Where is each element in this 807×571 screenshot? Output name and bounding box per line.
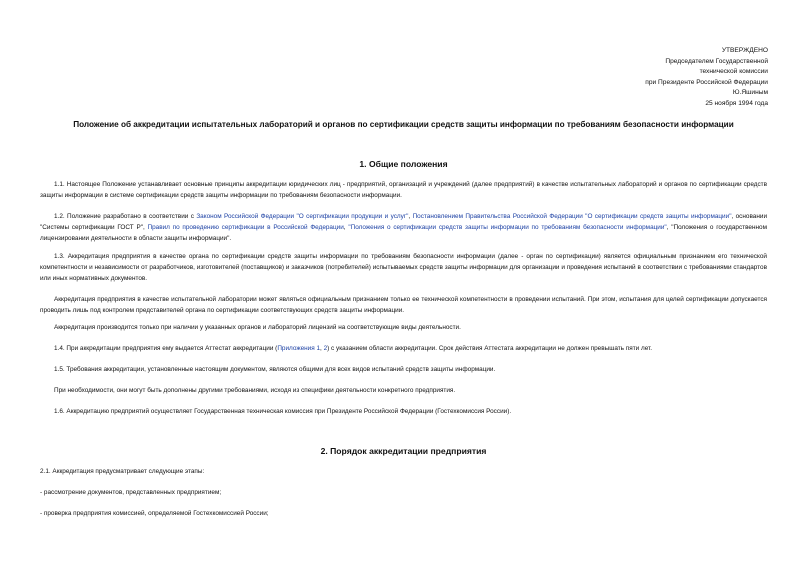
- paragraph: [40, 212, 767, 244]
- paragraph: Аккредитация производится только при наличии у указанных органов и лабораторий лицензий на соответствующие виды деятельности.: [54, 324, 461, 331]
- approval-line: технической комиссии: [699, 68, 768, 76]
- regulation-link[interactable]: "Положения о сертификации средств защиты информации по требованиям безопасности информации": [348, 223, 667, 231]
- paragraph: 1.6. Аккредитацию предприятий осуществляет Государственная техническая комиссия при Президенте Российской Федерации (Гостехкомиссия России).: [54, 408, 512, 415]
- resolution-link[interactable]: Постановлением Правительства Российской Федерации "О сертификации средств защиты информации": [412, 213, 732, 220]
- approval-line: Председателем Государственной: [665, 57, 768, 65]
- approval-block: [645, 46, 768, 110]
- paragraph: 1.5. Требования аккредитации, установленные настоящим документом, являются общими для всех видов испытаний средств защиты информации.: [54, 366, 496, 373]
- section-heading: 1. Общие положения: [359, 159, 448, 169]
- paragraph-text: , "Положения о государственном лицензировании деятельности в области защиты информации".: [40, 223, 767, 242]
- approval-line: 25 ноября 1994 года: [705, 99, 768, 107]
- paragraph: При необходимости, они могут быть дополнены другими требованиями, исходя из специфики деятельности конкретного предприятия.: [54, 387, 456, 394]
- paragraph: - проверка предприятия комиссией, определяемой Гостехкомиссией России;: [40, 510, 269, 517]
- paragraph-text: ,: [320, 345, 324, 352]
- section-heading: 2. Порядок аккредитации предприятия: [320, 446, 487, 456]
- paragraph-text: 1.4. При аккредитации предприятия ему выдается Аттестат аккредитации (: [54, 345, 278, 352]
- paragraph-text: ,: [343, 223, 349, 231]
- paragraph: - рассмотрение документов, представленных предприятием;: [40, 489, 222, 496]
- approval-line: УТВЕРЖДЕНО: [721, 47, 768, 54]
- document-title: Положение об аккредитации испытательных лабораторий и органов по сертификации средств защиты информации по требованиям безопасности информации: [73, 120, 734, 129]
- paragraph-text: ,: [408, 213, 413, 220]
- paragraph: 2.1. Аккредитация предусматривает следующие этапы:: [40, 468, 205, 475]
- paragraph: 1.1. Настоящее Положение устанавливает основные принципы аккредитации юридических лиц - предприятий, организаций и учреждений (далее предприятий) в качестве испытательных лабораторий и органов по сертификации средств защиты информации в системе сертификации средств защиты информации по требованиям безопасности информации.: [40, 181, 767, 199]
- appendix-2-link[interactable]: 2: [323, 345, 328, 352]
- paragraph: 1.3. Аккредитация предприятия в качестве органа по сертификации средств защиты информации по требованиям безопасности информации (далее - орган по сертификации) является официальным признанием его технической компетентности и независимости от разработчиков, изготовителей (поставщиков) и заказчиков (потребителей) испытываемых средств защиты информации для организации и проведения испытаний в соответствии с требованиями стандартов или иных нормативных документов.: [40, 253, 767, 282]
- approval-line: при Президенте Российской Федерации: [645, 78, 768, 86]
- appendix-1-link[interactable]: Приложения 1: [277, 345, 321, 352]
- paragraph: [40, 344, 767, 355]
- paragraph-text: , основании "Системы сертификации ГОСТ Р",: [40, 213, 768, 231]
- rules-link[interactable]: Правил по проведению сертификации в Российской Федерации: [147, 223, 344, 231]
- approval-line: Ю.Яшиным: [732, 89, 768, 97]
- paragraph: Аккредитация предприятия в качестве испытательной лаборатории может являться официальным признанием только ее технической компетентности в проведении испытаний. При этом, испытания для целей сертификации допускается проводить лишь под контролем представителей органа по сертификации соответствующих средств защиты информации.: [40, 296, 767, 314]
- law-link[interactable]: Законом Российской Федерации "О сертификации продукции и услуг": [196, 213, 409, 220]
- paragraph-text: 1.2. Положение разработано в соответствии с: [54, 213, 197, 220]
- paragraph-text: ) с указанием области аккредитации. Срок действия Аттестата аккредитации не должен превышать пяти лет.: [327, 345, 653, 352]
